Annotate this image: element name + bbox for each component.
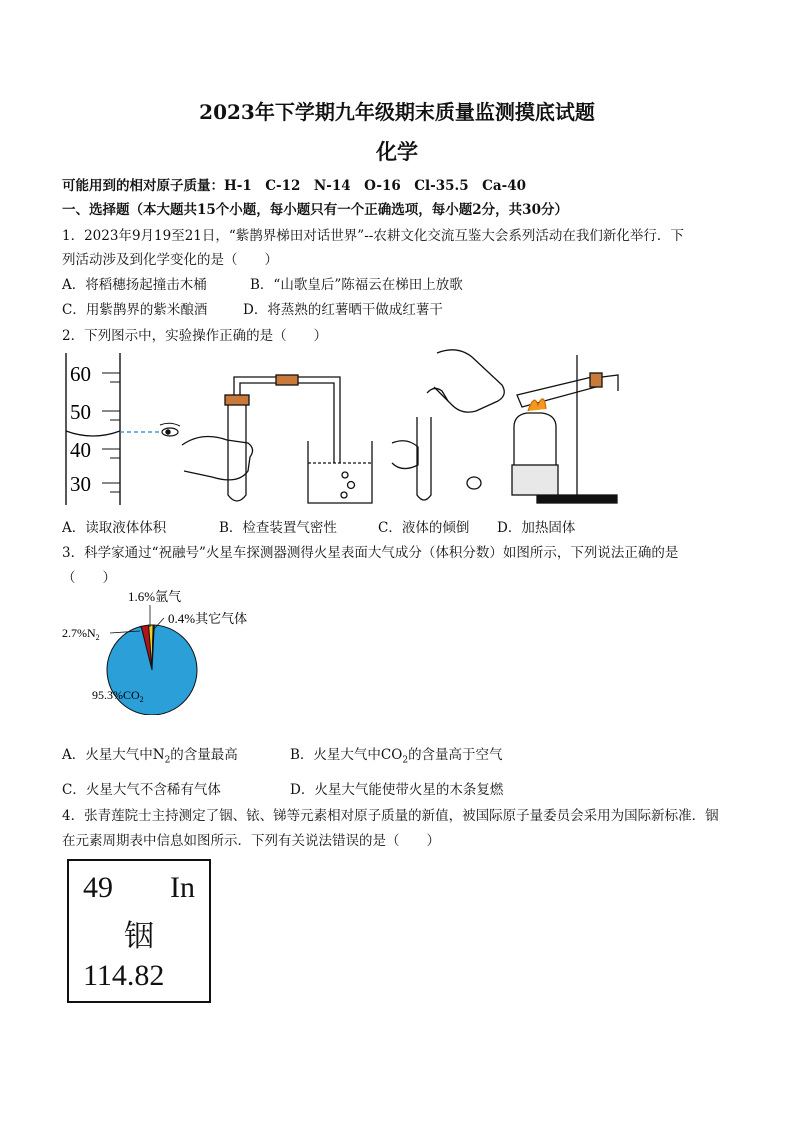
- q2-option-c: C．液体的倾倒: [378, 520, 470, 536]
- q3-option-a: A．火星大气中$N_2$的含量最高: [62, 747, 238, 766]
- q1-option-a: A．将稻穗扬起撞击木桶: [62, 277, 207, 293]
- subject-title: 化学: [376, 139, 418, 164]
- pouring-liquid-figure: [392, 350, 504, 500]
- q2-figures: [62, 345, 632, 510]
- q2-stem: 2．下列图示中，实验操作正确的是（ ）: [62, 328, 328, 344]
- q3-option-c: C．火星大气不含稀有气体: [62, 782, 221, 798]
- element-card-indium: [67, 859, 211, 1003]
- scale-label-50: 50: [70, 400, 91, 424]
- airtightness-check-figure: [182, 375, 372, 503]
- element-symbol: In: [170, 871, 195, 904]
- q4-stem-line1: 4．张青莲院士主持测定了铟、铱、锑等元素相对原子质量的新值，被国际原子量委员会采用为国际新标准．铟: [62, 808, 719, 824]
- pie-label-co2: $95.3\%CO_2$: [92, 688, 144, 704]
- q3-stem-line2: （ ）: [62, 570, 116, 586]
- atomic-mass: 114.82: [83, 959, 165, 992]
- element-name: 铟: [124, 920, 154, 953]
- atomic-masses: 可能用到的相对原子质量：H-1 C-12 N-14 O-16 Cl-35.5 Ca-40: [62, 178, 526, 194]
- q1-option-c: C．用紫鹊界的紫米酿酒: [62, 302, 208, 318]
- q4-stem-line2: 在元素周期表中信息如图所示．下列有关说法错误的是（ ）: [62, 833, 440, 849]
- q1-stem-line1: 1．2023年9月19至21日，“紫鹊界梯田对话世界”--农耕文化交流互鉴大会系列活动在我们新化举行．下: [62, 228, 684, 244]
- q2-option-b: B．检查装置气密性: [219, 520, 337, 536]
- q3-option-d: D．火星大气能使带火星的木条复燃: [290, 782, 504, 798]
- heating-solid-figure: [512, 355, 618, 503]
- scale-label-30: 30: [70, 472, 91, 496]
- q1-stem-line2: 列活动涉及到化学变化的是（ ）: [62, 252, 278, 268]
- pie-label-argon: 1.6%氩气: [128, 589, 182, 604]
- q2-option-d: D．加热固体: [497, 520, 576, 536]
- scale-label-60: 60: [70, 362, 91, 386]
- exam-title: 2023年下学期九年级期末质量监测摸底试题: [199, 100, 595, 124]
- q3-stem-line1: 3．科学家通过“祝融号”火星车探测器测得火星表面大气成分（体积分数）如图所示，下列说法正确的是: [62, 545, 679, 561]
- section-heading: 一、选择题（本大题共15个小题，每小题只有一个正确选项，每小题2分，共30分）: [62, 202, 568, 218]
- atomic-number: 49: [83, 871, 113, 904]
- q2-option-a: A．读取液体体积: [62, 520, 167, 536]
- q1-option-d: D．将蒸熟的红薯晒干做成红薯干: [243, 302, 443, 318]
- pie-label-other: 0.4%其它气体: [168, 611, 248, 626]
- scale-label-40: 40: [70, 438, 91, 462]
- q3-option-b: B．火星大气中$CO_2$的含量高于空气: [290, 747, 503, 766]
- mars-atmosphere-pie-chart: [62, 585, 272, 715]
- pie-label-n2: $2.7\%N_2$: [62, 626, 100, 642]
- q1-option-b: B．“山歌皇后”陈福云在梯田上放歌: [250, 277, 463, 293]
